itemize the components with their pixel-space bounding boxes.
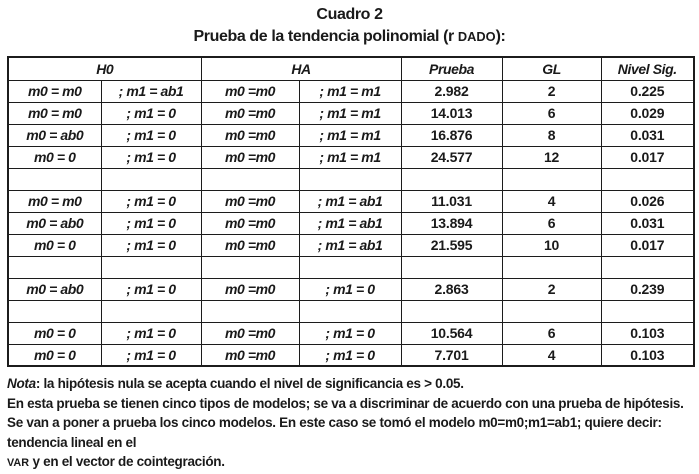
cell-gl: 6 [502,212,601,234]
cell-nivel-sig: 0.026 [601,190,694,212]
cell-prueba: 21.595 [401,234,502,256]
table-row [8,190,694,212]
footnote-nota-label: Nota [7,376,36,391]
cell-ha-m1: ; m1 = ab1 [299,190,401,212]
table-row [8,124,694,146]
cell-prueba: 11.031 [401,190,502,212]
cell-h0-m0: m0 = ab0 [8,124,101,146]
col-header-prueba: Prueba [401,57,502,80]
cell-ha-m0: m0 =m0 [201,190,299,212]
cell-nivel-sig: 0.239 [601,278,694,300]
table-footnotes [7,374,699,474]
table-row [8,278,694,300]
cell-prueba: 2.982 [401,80,502,102]
cell-empty [299,256,401,278]
cell-empty [8,300,101,322]
cell-ha-m0: m0 =m0 [201,234,299,256]
cell-h0-m1: ; m1 = 0 [101,322,201,344]
polynomial-trend-test-table [7,56,695,367]
cell-h0-m1: ; m1 = 0 [101,102,201,124]
cell-prueba: 14.013 [401,102,502,124]
cell-gl: 8 [502,124,601,146]
cell-prueba: 10.564 [401,322,502,344]
cell-h0-m0: m0 = m0 [8,102,101,124]
cell-empty [299,300,401,322]
cell-ha-m0: m0 =m0 [201,146,299,168]
cell-empty [502,256,601,278]
document-page [0,6,699,469]
cell-empty [8,168,101,190]
footnote-line-2: En esta prueba se tienen cinco tipos de modelos; se va a discriminar de acuerdo con una prueba de hipótesis. [7,395,684,411]
cell-ha-m1: ; m1 = 0 [299,322,401,344]
cell-empty [201,256,299,278]
cell-h0-m1: ; m1 = 0 [101,344,201,366]
cell-ha-m0: m0 =m0 [201,80,299,102]
cell-h0-m1: ; m1 = 0 [101,124,201,146]
table-row [8,344,694,366]
table-row [8,102,694,124]
cell-ha-m1: ; m1 = 0 [299,344,401,366]
cell-gl: 2 [502,80,601,102]
table-row-empty [8,256,694,278]
cell-ha-m1: ; m1 = ab1 [299,212,401,234]
cell-nivel-sig: 0.031 [601,124,694,146]
col-header-nivel-sig: Nivel Sig. [601,57,694,80]
footnote-line-3: Se van a poner a prueba los cinco modelos. En este caso se tomó el modelo m0=m0;m1=ab1; quiere decir: tendencia lineal en el [7,415,662,450]
subtitle-smallcaps-dado: DADO [457,29,496,44]
cell-empty [601,168,694,190]
cell-h0-m0: m0 = m0 [8,80,101,102]
cell-empty [299,168,401,190]
cell-empty [101,300,201,322]
cell-h0-m1: ; m1 = 0 [101,234,201,256]
cell-ha-m1: ; m1 = ab1 [299,234,401,256]
cell-ha-m1: ; m1 = m1 [299,124,401,146]
cell-gl: 6 [502,102,601,124]
cell-h0-m1: ; m1 = 0 [101,190,201,212]
cell-empty [401,256,502,278]
cell-ha-m0: m0 =m0 [201,212,299,234]
cell-empty [502,168,601,190]
cell-nivel-sig: 0.103 [601,322,694,344]
footnote-var-smallcaps: VAR [7,457,29,469]
cell-nivel-sig: 0.029 [601,102,694,124]
table-row-empty [8,168,694,190]
cell-h0-m0: m0 = 0 [8,322,101,344]
cell-empty [502,300,601,322]
cell-prueba: 7.701 [401,344,502,366]
subtitle-text: Prueba de la tendencia polinomial (r [193,28,458,45]
cell-nivel-sig: 0.017 [601,146,694,168]
cell-h0-m0: m0 = 0 [8,344,101,366]
cell-ha-m1: ; m1 = m1 [299,146,401,168]
cell-nivel-sig: 0.225 [601,80,694,102]
cell-prueba: 16.876 [401,124,502,146]
table-subtitle [0,27,699,46]
header-row [8,57,694,80]
cell-ha-m0: m0 =m0 [201,102,299,124]
cell-h0-m0: m0 = m0 [8,190,101,212]
cell-h0-m0: m0 = 0 [8,146,101,168]
cell-ha-m0: m0 =m0 [201,124,299,146]
cell-empty [601,300,694,322]
cell-ha-m0: m0 =m0 [201,322,299,344]
col-header-h0: H0 [8,57,201,80]
cell-h0-m1: ; m1 = 0 [101,146,201,168]
cell-prueba: 2.863 [401,278,502,300]
footnote-line-4 [7,452,699,474]
col-header-gl: GL [502,57,601,80]
cell-h0-m0: m0 = ab0 [8,278,101,300]
cell-empty [201,168,299,190]
cell-empty [101,256,201,278]
cell-ha-m0: m0 =m0 [201,344,299,366]
cell-gl: 4 [502,344,601,366]
table-row [8,322,694,344]
cell-gl: 6 [502,322,601,344]
cell-gl: 12 [502,146,601,168]
cell-h0-m1: ; m1 = 0 [101,278,201,300]
cell-h0-m1: ; m1 = ab1 [101,80,201,102]
col-header-ha: HA [201,57,401,80]
cell-ha-m0: m0 =m0 [201,278,299,300]
table-row [8,234,694,256]
cell-h0-m0: m0 = 0 [8,234,101,256]
table-title: Cuadro 2 [316,6,383,23]
cell-h0-m1: ; m1 = 0 [101,212,201,234]
cell-empty [8,256,101,278]
table-row [8,146,694,168]
cell-ha-m1: ; m1 = 0 [299,278,401,300]
cell-gl: 10 [502,234,601,256]
cell-gl: 2 [502,278,601,300]
cell-prueba: 13.894 [401,212,502,234]
cell-empty [601,256,694,278]
cell-empty [101,168,201,190]
cell-ha-m1: ; m1 = m1 [299,80,401,102]
cell-nivel-sig: 0.103 [601,344,694,366]
table-row [8,212,694,234]
footnote-nota-text: : la hipótesis nula se acepta cuando el nivel de significancia es > 0.05. [35,376,464,391]
table-row [8,80,694,102]
table-row-empty [8,300,694,322]
cell-empty [201,300,299,322]
cell-nivel-sig: 0.031 [601,212,694,234]
cell-gl: 4 [502,190,601,212]
cell-ha-m1: ; m1 = m1 [299,102,401,124]
cell-nivel-sig: 0.017 [601,234,694,256]
cell-h0-m0: m0 = ab0 [8,212,101,234]
footnote-nota [7,374,699,394]
cell-empty [401,300,502,322]
cell-prueba: 24.577 [401,146,502,168]
footnote-line-4-text: y en el vector de cointegración. [29,454,225,469]
subtitle-suffix: ): [495,28,506,45]
cell-empty [401,168,502,190]
